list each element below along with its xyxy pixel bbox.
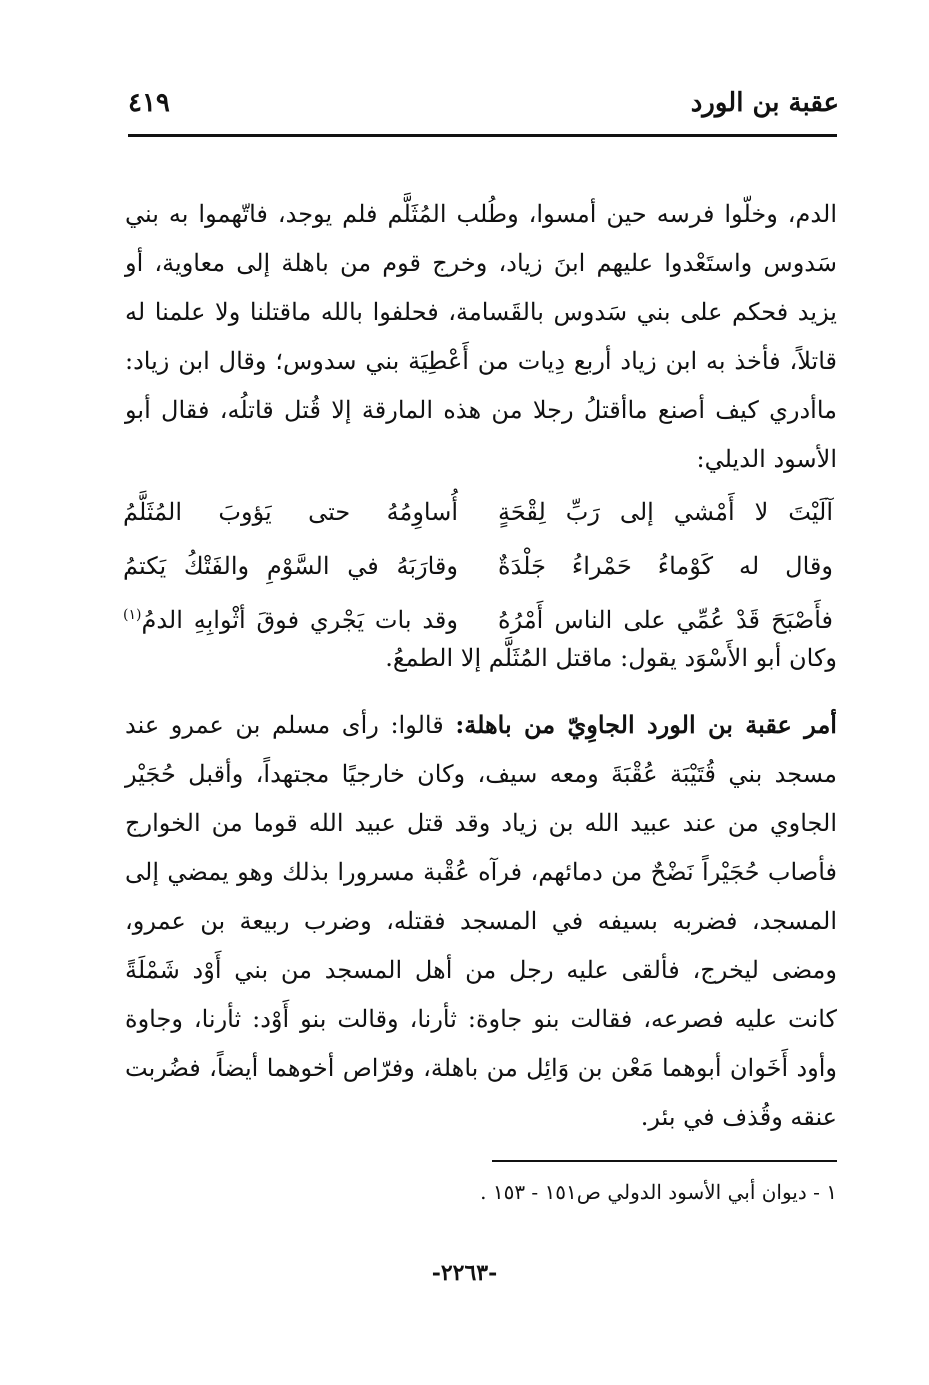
- section-heading: أمر عقبة بن الورد الجاوِيّ من باهلة:: [455, 710, 837, 739]
- verse-2-first-hemistich: وقال له كَوْماءُ حَمْراءُ جَلْدَةٌ: [498, 552, 833, 580]
- header-rule: [128, 134, 837, 137]
- post-poem-line: وكان أبو الأَسْوَد يقول: ماقتل المُثَلَّم إلا الطمعُ.: [385, 644, 837, 672]
- running-header: [128, 88, 839, 128]
- folio-number: -٢٢٦٣-: [431, 1260, 498, 1286]
- verse-2-second-hemistich: وقارَبَهُ في السَّوْمِ والفَتْكُ يَكتمُ: [123, 552, 458, 580]
- verse-1-second-hemistich: أُساوِمُهُ حتى يَؤوبَ المُثَلَّمُ: [123, 498, 458, 526]
- poem: [123, 485, 833, 647]
- verse-3-second-text: وقد بات يَجْري فوقَ أثْوابِهِ الدمُ: [141, 606, 458, 634]
- section-paragraph: [125, 700, 837, 1142]
- verse-1: [123, 485, 833, 539]
- running-title: عقبة بن الورد: [690, 88, 839, 118]
- paragraph-1: الدم، وخلّوا فرسه حين أمسوا، وطُلب المُثَلَّم فلم يوجد، فاتّهموا به بني سَدوس واستَعْدوا عليهم ابنَ زياد، وخرج قوم من باهلة إلى معاوية، أو يزيد فحكم على بني سَدوس بالقَسامة، فحلفوا بالله ماقتلنا ولا علمنا له قاتلاً، فأخذ به ابن زياد أربع دِيات من أَعْطِيَة بني سدوس؛ وقال ابن زياد: ماأدري كيف أصنع ماأقتلُ رجلا من هذه المارقة إلا قُتل قاتلُه، فقال أبو الأسود الديلي:: [125, 200, 837, 473]
- verse-1-first-hemistich: آلَيْتَ لا أَمْشي إلى رَبِّ لِقْحَةٍ: [498, 498, 833, 526]
- verse-3-first-hemistich: فأَصْبَحَ قَدْ عُمِّي على الناس أَمْرُهُ: [498, 606, 833, 634]
- section-body: قالوا: رأى مسلم بن عمرو عند مسجد بني قُتَيْبَة عُقْبَةَ ومعه سيف، وكان خارجيًا مجتهداً، وأقبل حُجَيْر الجاوي من عند عبيد الله بن زياد وقد قتل عبيد الله قوما من الخوارج فأصاب حُجَيْراً نَضْحٌ من دمائهم، فرآه عُقْبة مسرورا بذلك وهو يمضي إلى المسجد، فضربه بسيفه في المسجد فقتله، وضرب ربيعة بن عمرو، ومضى ليخرج، فألقى عليه رجل من أهل المسجد من بني أَوْد شَمْلَةً كانت عليه فصرعه، فقالت بنو جاوة: ثأرنا، وقالت بنو أَوْد: ثأرنا، وجاوة وأود أَخَوان أبوهما مَعْن بن وَائِل من باهلة، وفرّاص أخوهما أيضاً، فضُربت عنقه وقُذف في بئر.: [125, 711, 838, 1131]
- verse-2: [123, 539, 833, 593]
- footnote: ١ - ديوان أبي الأسود الدولي ص١٥١ - ١٥٣ .: [480, 1180, 837, 1204]
- page-number: ٤١٩: [128, 88, 170, 118]
- footnote-marker: (١): [123, 607, 142, 623]
- footnote-rule: [492, 1160, 837, 1162]
